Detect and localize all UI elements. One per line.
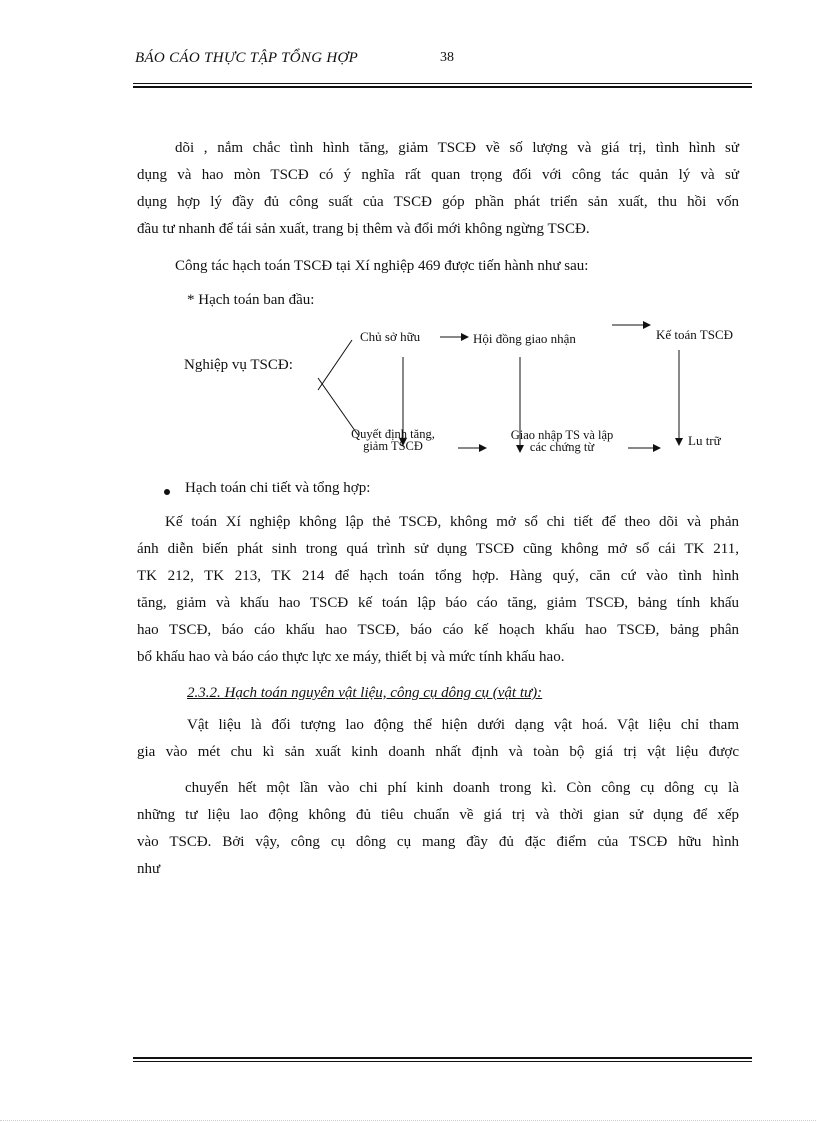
diagram-archive-label: Lu trữ — [688, 433, 721, 448]
para4-line-2: những tư liệu lao động không đủ tiêu chuẩn về giá trị và thời gian sử dụng để xếp — [137, 807, 739, 823]
para4-line-3: vào TSCĐ. Bởi vậy, công cụ dông cụ mang đầy đủ đặc điểm của TSCĐ hữu hình — [137, 834, 739, 850]
footer-rule-thick — [133, 1057, 752, 1059]
para4-line-4: như — [137, 861, 161, 877]
branch-line-up — [318, 340, 352, 390]
diagram-source-label: Nghiệp vụ TSCĐ: — [184, 357, 293, 373]
diagram-owner-label: Chủ sở hữu — [360, 329, 421, 344]
para2-line-2: ánh diễn biến phát sinh trong quá trình sử dụng TSCĐ cũng không mở sổ cái TK 211, — [137, 541, 739, 557]
para1-line-2: dụng và hao mòn TSCĐ có ý nghĩa rất quan trọng đối với công tác quản lý và sử — [137, 167, 739, 183]
para2-line-1: Kế toán Xí nghiệp không lập thẻ TSCĐ, không mở sổ chi tiết để theo dõi và phản — [165, 514, 739, 530]
accounting-flow-diagram — [0, 0, 816, 500]
para1-line-3: dụng hợp lý đầy đủ công suất của TSCĐ góp phần phát triển sản xuất, thu hồi vốn — [137, 194, 739, 210]
page-bottom-dotted-edge — [0, 1120, 816, 1121]
diagram-decision-line-1: Quyết định tăng, — [351, 427, 435, 441]
para2-line-5: hao TSCĐ, báo cáo khấu hao TSCĐ, báo cáo kế hoạch khấu hao TSCĐ, bảng phân — [137, 622, 739, 638]
para2-line-4: tăng, giảm và khấu hao TSCĐ kế toán lập báo cáo tăng, giảm TSCĐ, bảng tính khấu — [137, 595, 739, 611]
para4-line-1: chuyển hết một lần vào chi phí kinh doanh trong kì. Còn công cụ dông cụ là — [185, 780, 739, 796]
diagram-handover-line-1: Giao nhập TS và lập — [510, 428, 614, 442]
para2-line-3: TK 212, TK 213, TK 214 để hạch toán tổng hợp. Hàng quý, căn cứ vào tình hình — [137, 568, 739, 584]
initial-accounting-line: * Hạch toán ban đầu: — [187, 292, 315, 308]
intro-line: Công tác hạch toán TSCĐ tại Xí nghiệp 469 được tiến hành như sau: — [175, 258, 589, 274]
bullet-dot — [164, 489, 170, 495]
para1-line-4: đầu tư nhanh để tái sản xuất, trang bị thêm và đổi mới không ngừng TSCĐ. — [137, 221, 590, 237]
para3-line-2: gia vào mét chu kì sản xuất kinh doanh nhất định và toàn bộ giá trị vật liệu được — [137, 744, 739, 760]
para1-line-1: dõi , nắm chắc tình hình tăng, giảm TSCĐ về số lượng và giá trị, tình hình sử — [175, 140, 739, 156]
diagram-handover-label — [493, 429, 631, 453]
diagram-decision-label — [337, 428, 449, 452]
diagram-accountant-label: Kế toán TSCĐ — [656, 327, 734, 342]
diagram-decision-line-2: giảm TSCĐ — [363, 439, 423, 453]
footer-rule-thin — [133, 1061, 752, 1062]
diagram-handover-line-2: các chứng từ — [529, 440, 595, 454]
diagram-committee-label: Hội đồng giao nhận — [473, 331, 576, 346]
header-title: BÁO CÁO THỰC TẬP TỔNG HỢP — [135, 50, 359, 66]
section-heading: 2.3.2. Hạch toán nguyên vật liệu, công cụ dông cụ (vật tư): — [187, 685, 543, 701]
para3-line-1: Vật liệu là đối tượng lao động thể hiện dưới dạng vật hoá. Vật liệu chỉ tham — [187, 717, 739, 733]
para2-line-6: bổ khấu hao và báo cáo thực lực xe máy, thiết bị và mức tính khấu hao. — [137, 649, 565, 665]
detail-accounting-line: Hạch toán chi tiết và tổng hợp: — [185, 480, 371, 496]
page-number: 38 — [440, 50, 454, 65]
